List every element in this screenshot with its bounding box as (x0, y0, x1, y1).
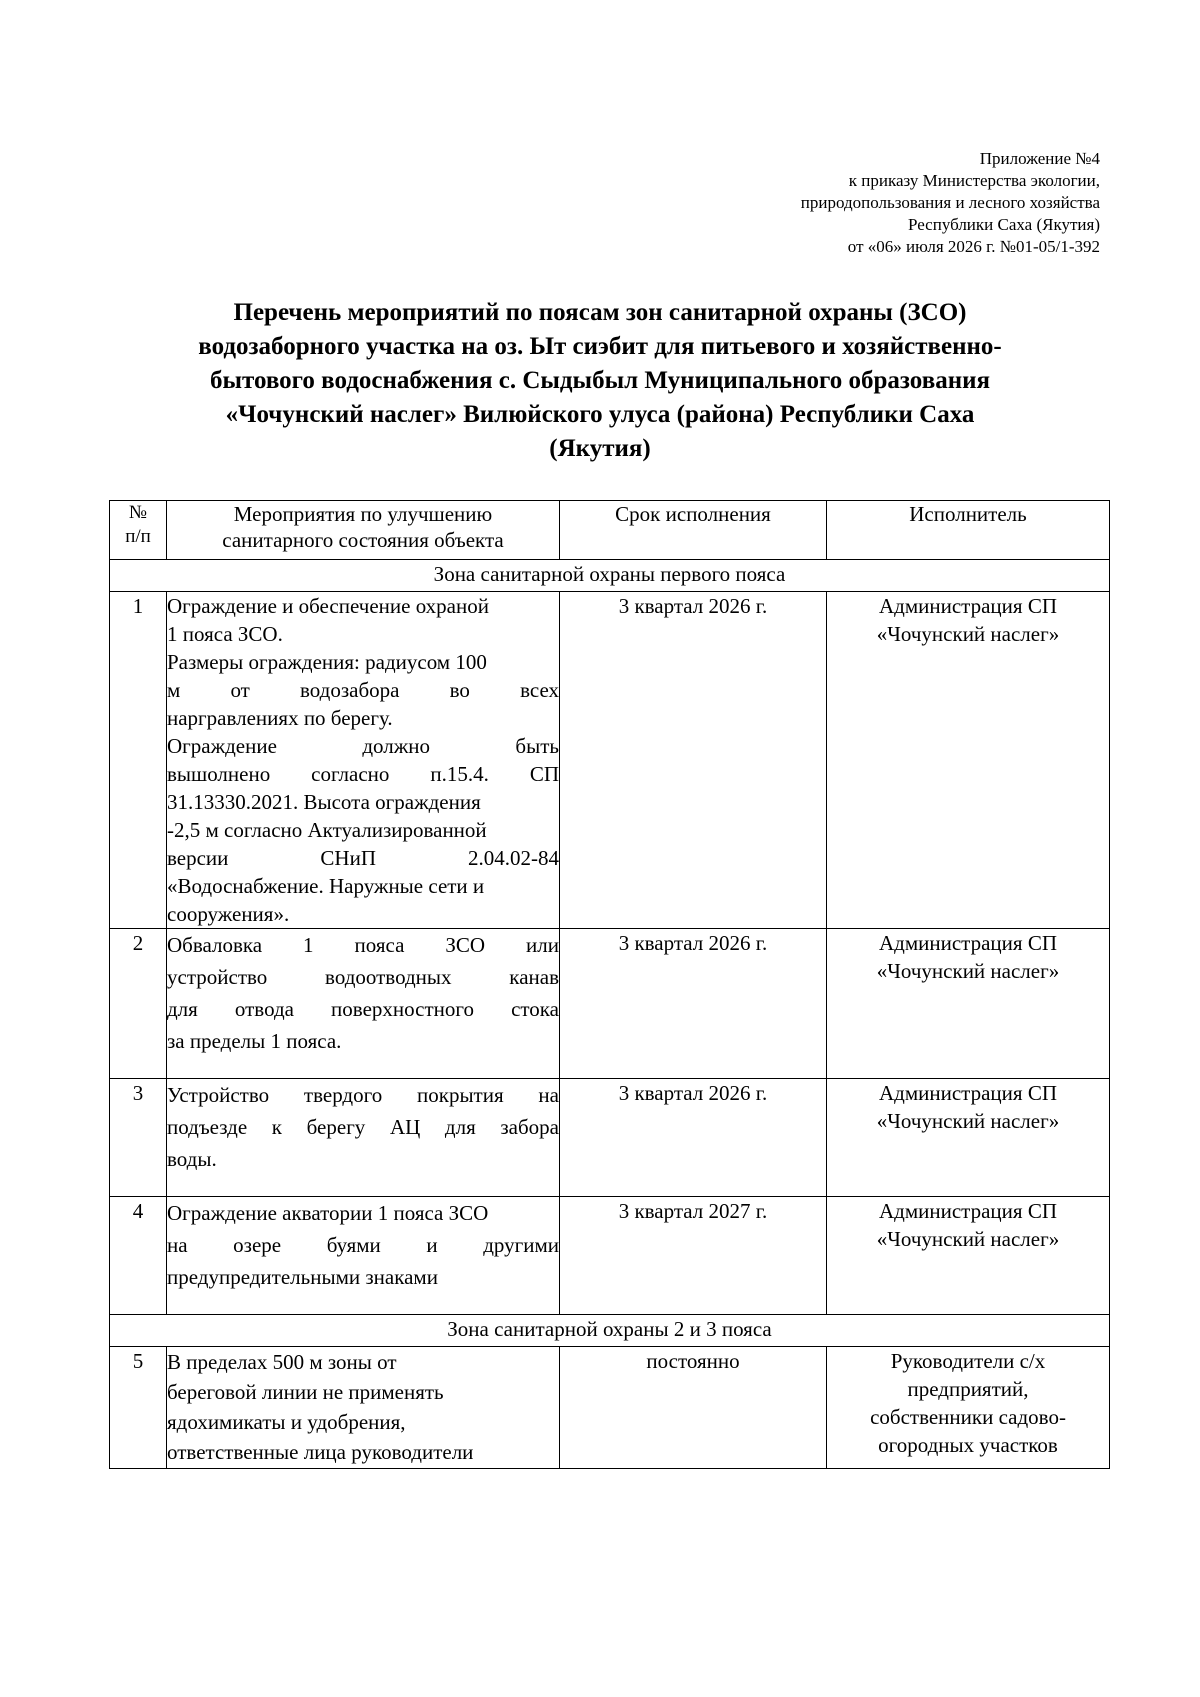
executor-line: «Чочунский наслег» (876, 1109, 1060, 1133)
measure-line: 31.13330.2021. Высота ограждения (167, 790, 481, 814)
table-row (110, 592, 1110, 929)
executor-line: «Чочунский наслег» (876, 959, 1060, 983)
row-number: 2 (110, 929, 167, 1079)
zone-title: Зона санитарной охраны первого пояса (110, 560, 1110, 592)
row-number: 4 (110, 1197, 167, 1315)
row-measure (167, 1079, 560, 1197)
measure-line: предупредительными знаками (167, 1265, 438, 1289)
row-executor (827, 1197, 1110, 1315)
executor-line: Администрация СП (879, 1081, 1057, 1105)
measure-line: Ограждение должно быть (167, 734, 559, 758)
table-row (110, 929, 1110, 1079)
header-number (110, 501, 167, 560)
executor-line: Администрация СП (879, 931, 1057, 955)
title-line: Перечень мероприятий по поясам зон санитарной охраны (ЗСО) (233, 299, 967, 326)
appendix-line: Приложение №4 (979, 149, 1100, 168)
title-line: бытового водоснабжения с. Сыдыбыл Муниципального образования (209, 367, 991, 394)
row-number: 5 (110, 1347, 167, 1469)
appendix-line: природопользования и лесного хозяйства (800, 193, 1100, 212)
row-executor (827, 1347, 1110, 1469)
measure-line: воды. (167, 1147, 217, 1171)
measure-line: 1 пояса ЗСО. (167, 622, 283, 646)
row-term: постоянно (560, 1347, 827, 1469)
measure-line: Устройство твердого покрытия на (167, 1083, 559, 1107)
appendix-line: от «06» июля 2026 г. №01-05/1-392 (847, 237, 1100, 256)
measure-line: Ограждение акватории 1 пояса ЗСО (167, 1201, 489, 1225)
measure-line: «Водоснабжение. Наружные сети и (167, 874, 485, 898)
row-executor (827, 929, 1110, 1079)
table-row (110, 1079, 1110, 1197)
zone-row (110, 1315, 1110, 1347)
row-number: 1 (110, 592, 167, 929)
measure-line: наргравлениях по берегу. (167, 706, 393, 730)
table-header-row (110, 501, 1110, 560)
header-number-line2: п/п (125, 526, 151, 547)
header-number-line1: № (128, 502, 148, 523)
zone-title: Зона санитарной охраны 2 и 3 пояса (110, 1315, 1110, 1347)
executor-line: Администрация СП (879, 594, 1057, 618)
header-measures-line2: санитарного состояния объекта (222, 528, 504, 552)
table-row (110, 1197, 1110, 1315)
zone-row (110, 560, 1110, 592)
measure-line: вышолнено согласно п.15.4. СП (167, 762, 559, 786)
measure-line: м от водозабора во всех (167, 678, 559, 702)
appendix-line: Республики Саха (Якутия) (907, 215, 1100, 234)
title-line: (Якутия) (549, 435, 651, 462)
measure-line: -2,5 м согласно Актуализированной (167, 818, 487, 842)
executor-line: «Чочунский наслег» (876, 622, 1060, 646)
measure-line: ядохимикаты и удобрения, (167, 1410, 406, 1434)
row-measure (167, 929, 560, 1079)
header-measures (167, 501, 560, 560)
row-term: 3 квартал 2027 г. (560, 1197, 827, 1315)
executor-line: огородных участков (878, 1433, 1058, 1457)
measure-line: ответственные лица руководители (167, 1440, 474, 1464)
row-measure (167, 1347, 560, 1469)
executor-line: предприятий, (907, 1377, 1029, 1401)
measure-line: береговой линии не применять (167, 1380, 444, 1404)
measure-line: для отвода поверхностного стока (167, 997, 559, 1021)
executor-line: собственники садово- (870, 1405, 1066, 1429)
row-measure (167, 592, 560, 929)
measure-line: на озере буями и другими (167, 1233, 559, 1257)
header-executor: Исполнитель (827, 501, 1110, 560)
measure-line: версии СНиП 2.04.02-84 (167, 846, 559, 870)
measures-table (109, 500, 1110, 1469)
executor-line: Администрация СП (879, 1199, 1057, 1223)
appendix-line: к приказу Министерства экологии, (848, 171, 1100, 190)
row-term: 3 квартал 2026 г. (560, 929, 827, 1079)
title-line: «Чочунский наслег» Вилюйского улуса (района) Республики Саха (225, 401, 975, 428)
row-executor (827, 592, 1110, 929)
measure-line: Обваловка 1 пояса ЗСО или (167, 933, 559, 957)
measure-line: В пределах 500 м зоны от (167, 1350, 397, 1374)
row-measure (167, 1197, 560, 1315)
measure-line: сооружения». (167, 902, 290, 926)
row-executor (827, 1079, 1110, 1197)
executor-line: «Чочунский наслег» (876, 1227, 1060, 1251)
row-term: 3 квартал 2026 г. (560, 1079, 827, 1197)
measure-line: устройство водоотводных канав (167, 965, 559, 989)
measure-line: подъезде к берегу АЦ для забора (167, 1115, 559, 1139)
header-term: Срок исполнения (560, 501, 827, 560)
row-term: 3 квартал 2026 г. (560, 592, 827, 929)
executor-line: Руководители с/х (890, 1349, 1046, 1373)
appendix-block (801, 148, 1100, 258)
document-title (140, 296, 1060, 466)
row-number: 3 (110, 1079, 167, 1197)
header-measures-line1: Мероприятия по улучшению (233, 502, 493, 526)
measure-line: Ограждение и обеспечение охраной (167, 594, 489, 618)
measure-line: Размеры ограждения: радиусом 100 (167, 650, 487, 674)
measure-line: за пределы 1 пояса. (167, 1029, 342, 1053)
title-line: водозаборного участка на оз. Ыт сиэбит для питьевого и хозяйственно- (198, 333, 1002, 360)
table-row (110, 1347, 1110, 1469)
